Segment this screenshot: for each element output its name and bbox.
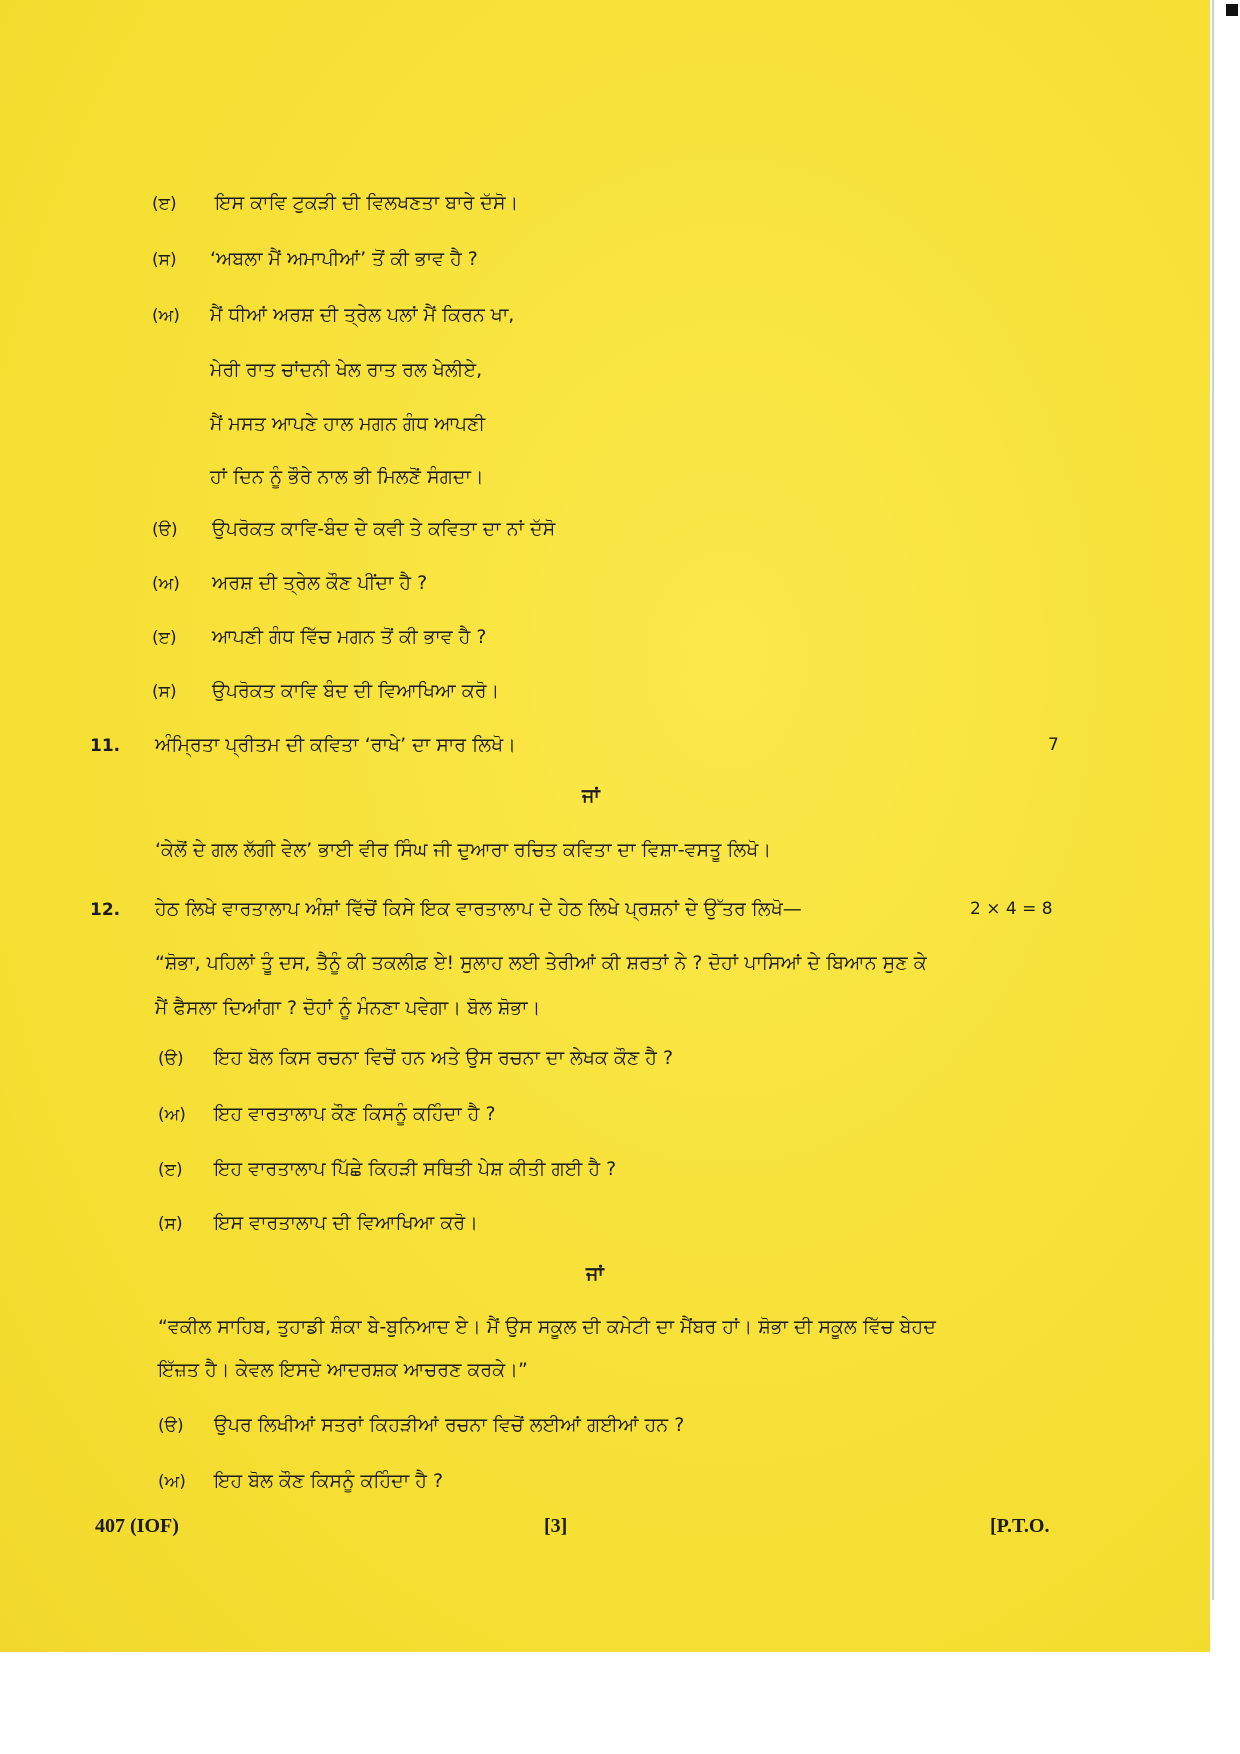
q12-marks: 2 × 4 = 8 [970,899,1053,919]
or-separator: ਜਾਂ [586,1263,604,1285]
q12-question: ਇਹ ਵਾਰਤਾਲਾਪ ਪਿੱਛੇ ਕਿਹੜੀ ਸਥਿਤੀ ਪੇਸ਼ ਕੀਤੀ ਗਈ ਹੈ ? [214,1158,617,1180]
q10-s-text: ‘ਅਬਲਾ ਮੈਂ ਅਮਾਪੀਆਂ’ ਤੋਂ ਕੀ ਭਾਵ ਹੈ ? [210,248,478,270]
or-separator: ਜਾਂ [582,785,600,807]
q10-alt-q-marker: (ਅ) [152,574,180,594]
q10-alt-question: ਆਪਣੀ ਗੰਧ ਵਿੱਚ ਮਗਨ ਤੋਂ ਕੀ ਭਾਵ ਹੈ ? [212,626,487,648]
q12-passage1-line: “ਸ਼ੋਭਾ, ਪਹਿਲਾਂ ਤੂੰ ਦਸ, ਤੈਨੂੰ ਕੀ ਤਕਲੀਫ਼ ਏ! ਸੁਲਾਹ ਲਈ ਤੇਰੀਆਂ ਕੀ ਸ਼ਰਤਾਂ ਨੇ ? ਦੋਹਾਂ ਪਾਸਿਆਂ ਦੇ ਬਿਆਨ ਸੁਣ ਕੇ [155,952,927,974]
q12-q-marker: (ੳ) [158,1049,184,1069]
q10-alt-q-marker: (ਸ) [152,682,177,702]
q12-q-marker: (ਅ) [158,1472,186,1492]
q12-passage2-line: “ਵਕੀਲ ਸਾਹਿਬ, ਤੁਹਾਡੀ ਸ਼ੰਕਾ ਬੇ-ਬੁਨਿਆਦ ਏ। ਮੈਂ ਉਸ ਸਕੂਲ ਦੀ ਕਮੇਟੀ ਦਾ ਮੈਂਬਰ ਹਾਂ। ਸ਼ੋਭਾ ਦੀ ਸਕੂਲ ਵਿੱਚ ਬੇਹਦ [158,1316,936,1338]
q11-text: ਅੰਮ੍ਰਿਤਾ ਪ੍ਰੀਤਮ ਦੀ ਕਵਿਤਾ ‘ਰਾਖੇ’ ਦਾ ਸਾਰ ਲਿਖੋ। [155,734,516,756]
q12-question: ਇਹ ਬੋਲ ਕੌਣ ਕਿਸਨੂੰ ਕਹਿੰਦਾ ਹੈ ? [214,1470,444,1492]
q10-alt-question: ਉਪਰੋਕਤ ਕਾਵਿ-ਬੰਦ ਦੇ ਕਵੀ ਤੇ ਕਵਿਤਾ ਦਾ ਨਾਂ ਦੱਸੋ [212,518,556,540]
poem-line: ਮੈਂ ਧੀਆਂ ਅਰਸ਼ ਦੀ ਤ੍ਰੇਲ ਪਲਾਂ ਮੈਂ ਕਿਰਨ ਖਾ, [210,304,515,326]
q11-marks: 7 [1048,735,1059,755]
q12-passage2-line: ਇੱਜ਼ਤ ਹੈ। ਕੇਵਲ ਇਸਦੇ ਆਦਰਸ਼ਕ ਆਚਰਣ ਕਰਕੇ।” [158,1359,528,1381]
scan-corner-mark [1226,4,1238,16]
q12-q-marker: (ੳ) [158,1416,184,1436]
q10-e-text: ਇਸ ਕਾਵਿ ਟੁਕੜੀ ਦੀ ਵਿਲਖਣਤਾ ਬਾਰੇ ਦੱਸੋ। [215,192,519,214]
q12-question: ਉਪਰ ਲਿਖੀਆਂ ਸਤਰਾਂ ਕਿਹੜੀਆਂ ਰਚਨਾ ਵਿਚੋਂ ਲਈਆਂ ਗਈਆਂ ਹਨ ? [214,1414,685,1436]
q10-alt-q-marker: (ੲ) [152,628,177,648]
poem-line: ਹਾਂ ਦਿਨ ਨੂੰ ਭੌਰੇ ਨਾਲ ਭੀ ਮਿਲਣੋਂ ਸੰਗਦਾ। [210,466,484,488]
pto-label: [P.T.O. [990,1515,1050,1537]
q12-q-marker: (ਅ) [158,1105,186,1125]
q11-alt-text: ‘ਕੇਲੋਂ ਦੇ ਗਲ ਲੱਗੀ ਵੇਲ’ ਭਾਈ ਵੀਰ ਸਿੰਘ ਜੀ ਦੁਆਰਾ ਰਚਿਤ ਕਵਿਤਾ ਦਾ ਵਿਸ਼ਾ-ਵਸਤੂ ਲਿਖੋ। [155,839,772,861]
q12-number: 12. [90,900,121,920]
poem-line: ਮੇਰੀ ਰਾਤ ਚਾਂਦਨੀ ਖੇਲ ਰਾਤ ਰਲ ਖੇਲੀਏ, [210,359,483,381]
q10-alt-q-marker: (ੳ) [152,520,178,540]
q12-text: ਹੇਠ ਲਿਖੇ ਵਾਰਤਾਲਾਪ ਅੰਸ਼ਾਂ ਵਿੱਚੋਂ ਕਿਸੇ ਇਕ ਵਾਰਤਾਲਾਪ ਦੇ ਹੇਠ ਲਿਖੇ ਪ੍ਰਸ਼ਨਾਂ ਦੇ ਉੱਤਰ ਲਿਖੋ— [155,898,802,920]
poem-line: ਮੈਂ ਮਸਤ ਆਪਣੇ ਹਾਲ ਮਗਨ ਗੰਧ ਆਪਣੀ [210,413,486,435]
q12-q-marker: (ਸ) [158,1214,183,1234]
q10-s-marker: (ਸ) [152,250,177,270]
q12-question: ਇਸ ਵਾਰਤਾਲਾਪ ਦੀ ਵਿਆਖਿਆ ਕਰੋ। [214,1212,478,1234]
page-edge [1212,0,1214,1600]
paper-code: 407 (IOF) [95,1515,179,1537]
q10-alt-marker: (ਅ) [152,306,180,326]
q12-question: ਇਹ ਬੋਲ ਕਿਸ ਰਚਨਾ ਵਿਚੋਂ ਹਨ ਅਤੇ ਉਸ ਰਚਨਾ ਦਾ ਲੇਖਕ ਕੌਣ ਹੈ ? [214,1047,674,1069]
q12-passage1-line: ਮੈਂ ਫੈਸਲਾ ਦਿਆਂਗਾ ? ਦੋਹਾਂ ਨੂੰ ਮੰਨਣਾ ਪਵੇਗਾ। ਬੋਲ ਸ਼ੋਭਾ। [155,997,541,1019]
q12-question: ਇਹ ਵਾਰਤਾਲਾਪ ਕੌਣ ਕਿਸਨੂੰ ਕਹਿੰਦਾ ਹੈ ? [214,1103,496,1125]
page-number: [3] [544,1515,568,1537]
q11-number: 11. [90,736,121,756]
q10-alt-question: ਅਰਸ਼ ਦੀ ਤ੍ਰੇਲ ਕੌਣ ਪੀਂਦਾ ਹੈ ? [212,572,428,594]
q12-q-marker: (ੲ) [158,1160,183,1180]
q10-alt-question: ਉਪਰੋਕਤ ਕਾਵਿ ਬੰਦ ਦੀ ਵਿਆਖਿਆ ਕਰੋ। [212,680,500,702]
q10-e-marker: (ੲ) [152,194,177,214]
